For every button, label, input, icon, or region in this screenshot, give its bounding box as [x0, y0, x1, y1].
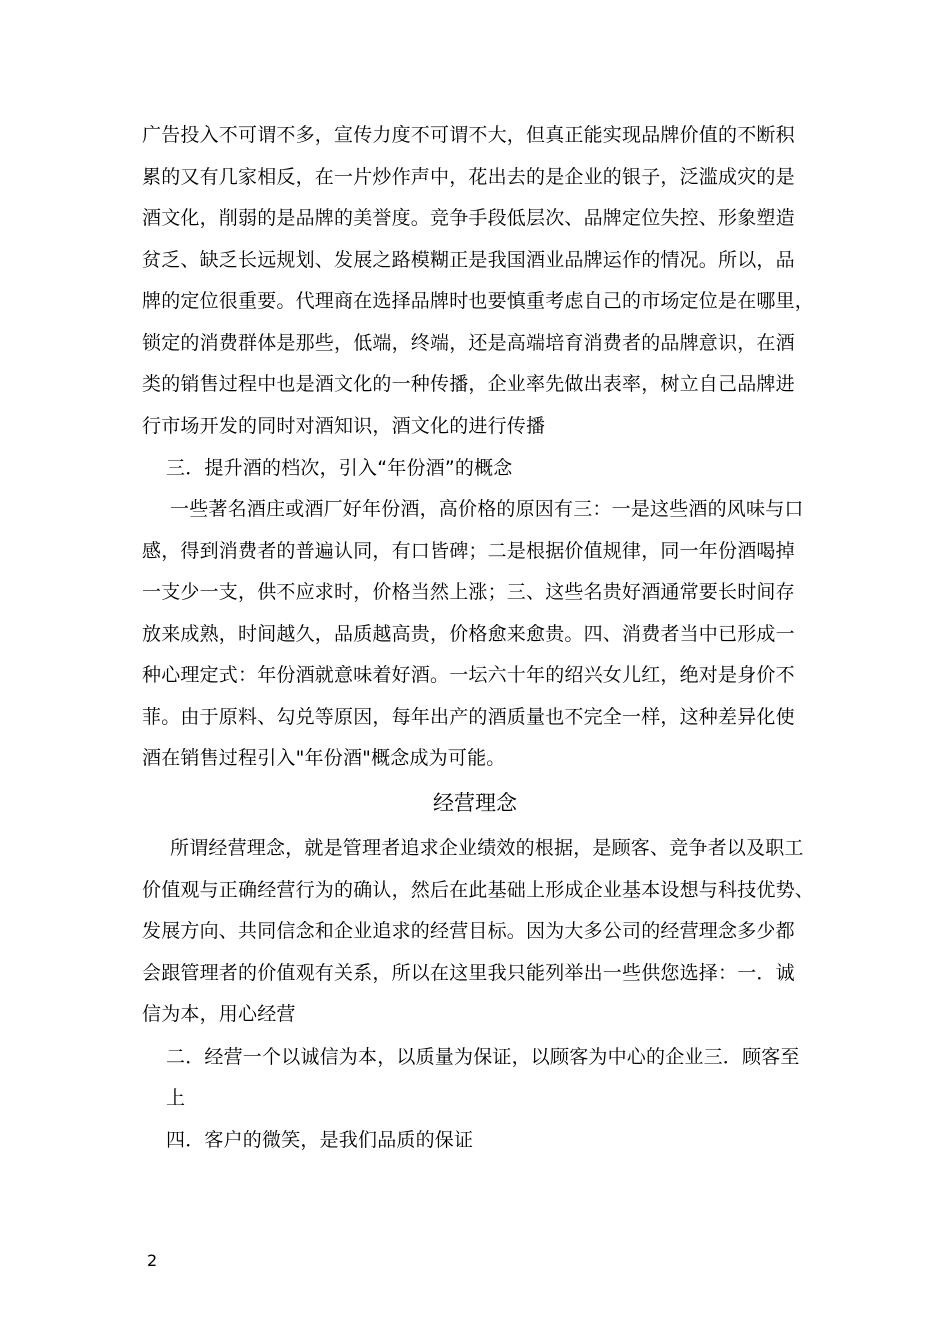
- text-line: 一支少一支，供不应求时，价格当然上涨；三、这些名贵好酒通常要长时间存: [142, 581, 795, 603]
- text-line: 菲。由于原料、勾兑等原因，每年出产的酒质量也不完全一样，这种差异化使: [142, 706, 795, 728]
- text-line: 广告投入不可谓不多，宣传力度不可谓不大，但真正能实现品牌价值的不断积: [142, 124, 795, 146]
- text-line: 放来成熟，时间越久，品质越高贵，价格愈来愈贵。四、消费者当中已形成一: [142, 623, 795, 645]
- section-title-vintage-wine: 三．提升酒的档次，引入“年份酒”的概念: [166, 457, 513, 479]
- text-line: 类的销售过程中也是酒文化的一种传播，企业率先做出表率，树立自己品牌进: [142, 373, 795, 395]
- text-line: 种心理定式：年份酒就意味着好酒。一坛六十年的绍兴女儿红，绝对是身价不: [142, 664, 795, 686]
- text-line: 贫乏、缺乏长远规划、发展之路模糊正是我国酒业品牌运作的情况。所以，品: [142, 249, 795, 271]
- text-line: 感，得到消费者的普遍认同，有口皆碑；二是根据价值规律，同一年份酒喝掉: [142, 540, 795, 562]
- section-heading: 经营理念: [433, 791, 517, 815]
- text-line: 行市场开发的同时对酒知识，酒文化的进行传播: [142, 415, 546, 437]
- text-line: 一些著名酒庄或酒厂好年份酒，高价格的原因有三：一是这些酒的风味与口: [170, 498, 804, 520]
- text-line: 二．经营一个以诚信为本，以质量为保证，以顾客为中心的企业三．顾客至: [166, 1046, 800, 1068]
- text-line: 上: [166, 1087, 186, 1109]
- text-line: 信为本，用心经营: [142, 1003, 296, 1025]
- text-line: 价值观与正确经营行为的确认，然后在此基础上形成企业基本设想与科技优势、: [142, 879, 815, 901]
- text-line: 酒文化，削弱的是品牌的美誉度。竞争手段低层次、品牌定位失控、形象塑造: [142, 207, 795, 229]
- text-line: 锁定的消费群体是那些，低端，终端，还是高端培育消费者的品牌意识，在酒: [142, 332, 795, 354]
- text-line: 发展方向、共同信念和企业追求的经营目标。因为大多公司的经营理念多少都: [142, 920, 795, 942]
- text-line: 会跟管理者的价值观有关系，所以在这里我只能列举出一些供您选择：一．诚: [142, 962, 795, 984]
- text-line: 酒在销售过程引入"年份酒"概念成为可能。: [142, 747, 506, 769]
- text-line: 牌的定位很重要。代理商在选择品牌时也要慎重考虑自己的市场定位是在哪里，: [142, 290, 815, 312]
- list-item-four: 四．客户的微笑，是我们品质的保证: [166, 1129, 474, 1151]
- text-line: 累的又有几家相反，在一片炒作声中，花出去的是企业的银子，泛滥成灾的是: [142, 166, 795, 188]
- text-line: 所谓经营理念，就是管理者追求企业绩效的根据，是顾客、竞争者以及职工: [170, 837, 804, 859]
- page-number: 2: [147, 1251, 158, 1270]
